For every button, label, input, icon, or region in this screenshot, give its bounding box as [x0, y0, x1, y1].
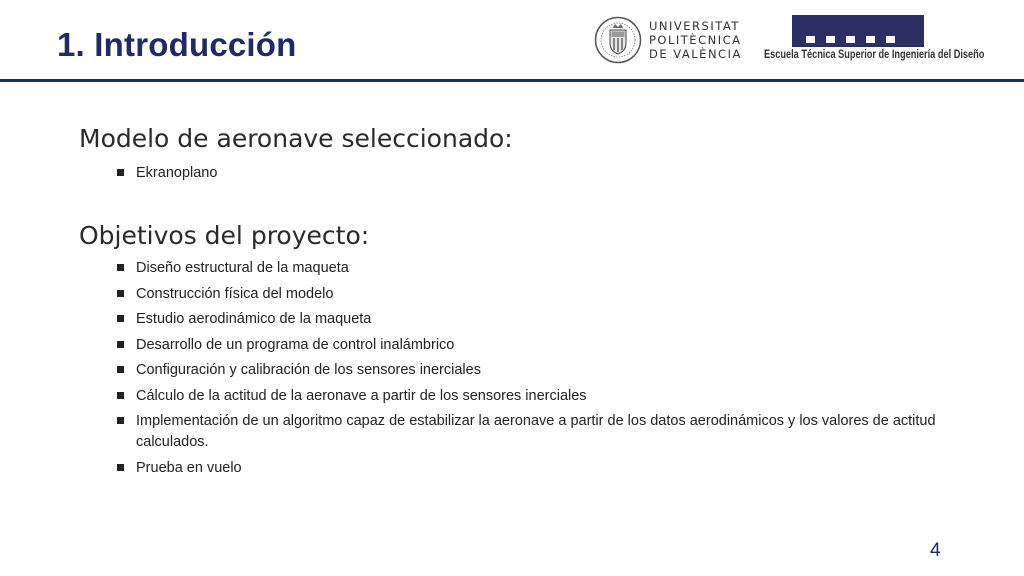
- list-item: [116, 258, 956, 279]
- square-bullet-icon: [117, 341, 124, 348]
- section-heading-model: Modelo de aeronave seleccionado:: [79, 124, 513, 153]
- list-item: [116, 360, 956, 381]
- square-bullet-icon: [117, 464, 124, 471]
- etsid-logo: [762, 15, 985, 67]
- list-item-text: Cálculo de la actitud de la aeronave a partir de los sensores inerciales: [136, 387, 587, 404]
- square-bullet-icon: [117, 392, 124, 399]
- list-item-text: Diseño estructural de la maqueta: [136, 260, 349, 276]
- title-rule: [0, 79, 1024, 82]
- etsid-name: Escuela Técnica Superior de Ingeniería del Diseño: [764, 49, 985, 61]
- list-item-text: Implementación de un algoritmo capaz de estabilizar la aeronave a partir de los datos aerodinámicos y los valores de actitud calculados.: [136, 413, 936, 450]
- list-item-text: Ekranoplano: [136, 165, 218, 181]
- list-item-text: Estudio aerodinámico de la maqueta: [136, 311, 372, 327]
- model-list: [116, 163, 956, 189]
- etsid-mark-icon: [792, 15, 924, 47]
- list-item-text: Configuración y calibración de los sensores inerciales: [136, 362, 481, 378]
- list-item: [116, 335, 956, 356]
- list-item-text: Construcción física del modelo: [136, 285, 334, 302]
- square-bullet-icon: [117, 366, 124, 373]
- list-item: [116, 386, 956, 407]
- list-item: [116, 309, 956, 330]
- slide-title: 1. Introducción: [57, 26, 297, 63]
- list-item-text: Prueba en vuelo: [136, 459, 242, 476]
- square-bullet-icon: [117, 264, 124, 271]
- list-item: [116, 458, 956, 479]
- upv-line-1: UNIVERSITAT: [649, 19, 740, 33]
- upv-line-3: DE VALÈNCIA: [649, 47, 742, 61]
- page-number: 4: [930, 540, 941, 561]
- square-bullet-icon: [117, 417, 124, 424]
- objectives-list: [116, 258, 956, 483]
- list-item: [116, 411, 956, 453]
- list-item: [116, 284, 956, 305]
- university-seal-icon: [594, 16, 642, 64]
- square-bullet-icon: [117, 169, 124, 176]
- list-item: [116, 163, 956, 184]
- square-bullet-icon: [117, 315, 124, 322]
- square-bullet-icon: [117, 290, 124, 297]
- section-heading-objectives: Objetivos del proyecto:: [79, 221, 370, 250]
- upv-name: [649, 19, 742, 61]
- upv-logo: [594, 14, 746, 68]
- list-item-text: Desarrollo de un programa de control inalámbrico: [136, 336, 455, 353]
- upv-line-2: POLITÈCNICA: [649, 33, 742, 47]
